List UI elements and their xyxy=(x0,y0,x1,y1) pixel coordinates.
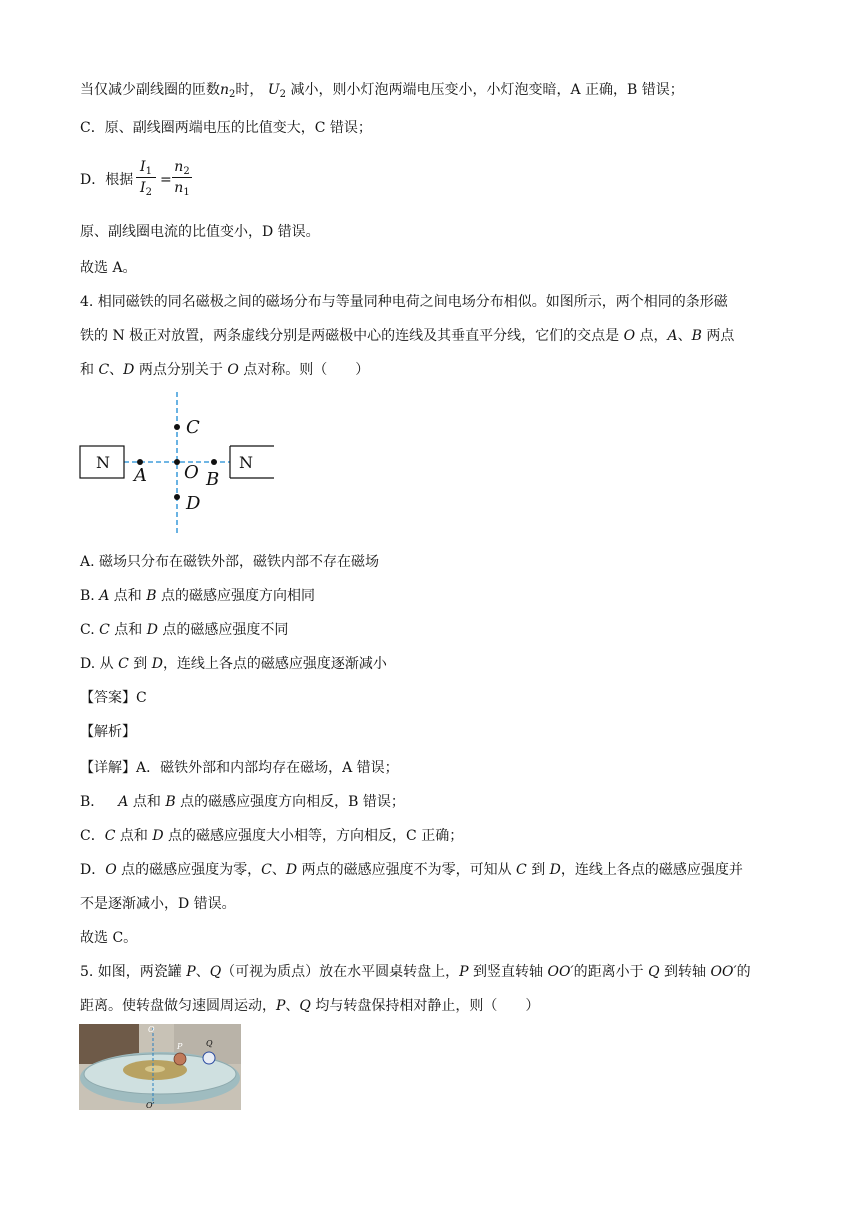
fraction-current xyxy=(136,158,156,197)
choose-line-q4: 故选 C。 xyxy=(80,930,138,946)
var-b: B xyxy=(146,588,157,604)
point-c xyxy=(174,424,180,430)
subscript: 2 xyxy=(183,166,190,177)
q4-stem-line2 xyxy=(80,326,734,346)
var-i: I xyxy=(140,159,146,175)
text-segment: 时， xyxy=(235,82,264,98)
text-segment: ，连线上各点的磁感应强度逐渐减小 xyxy=(162,656,387,672)
var-d: D xyxy=(549,862,561,878)
var-a: A xyxy=(99,588,110,604)
var-a: A xyxy=(118,794,129,810)
text-segment: 点的磁感应强度不同 xyxy=(157,622,289,638)
text-segment: B． xyxy=(80,794,105,810)
var-a: A xyxy=(667,328,678,344)
text-segment: ，连线上各点的磁感应强度并 xyxy=(560,862,743,878)
magnet-diagram xyxy=(76,390,280,540)
text-segment: 点和 xyxy=(109,622,147,638)
q4-option-d xyxy=(80,654,387,674)
text-segment: D．根据 xyxy=(80,172,134,188)
equals-sign: = xyxy=(160,172,172,188)
text-segment: 、 xyxy=(285,998,300,1014)
text-segment: 和 xyxy=(80,362,99,378)
text-segment: 5. 如图，两瓷罐 xyxy=(80,964,187,980)
var-axis: OO′ xyxy=(547,964,574,980)
text-segment: 到转轴 xyxy=(659,964,711,980)
answer-line: 【答案】C xyxy=(80,690,147,706)
text-segment: 两点分别关于 xyxy=(134,362,228,378)
label-c: C xyxy=(186,417,200,438)
text-segment: 当仅减少副线圈的匝数 xyxy=(80,82,220,98)
text-segment: 、 xyxy=(677,328,692,344)
var-d: D xyxy=(146,622,158,638)
var-o: O xyxy=(623,328,636,344)
var-c: C xyxy=(98,362,110,378)
text-segment: 的距离小于 xyxy=(573,964,649,980)
label-o-bottom: O′ xyxy=(146,1101,155,1110)
text-segment: 两点的磁感应强度不为零，可知从 xyxy=(297,862,517,878)
subscript: 2 xyxy=(145,187,152,198)
var-q: Q xyxy=(648,964,660,980)
var-c: C xyxy=(104,828,116,844)
text-segment: 点的磁感应强度为零， xyxy=(116,862,262,878)
turntable-photo xyxy=(79,1024,241,1110)
var-q: Q xyxy=(209,964,222,980)
text-segment: 点和 xyxy=(128,794,166,810)
var-o: O xyxy=(227,362,239,378)
text-segment: 、 xyxy=(109,362,124,378)
solution-line-d xyxy=(80,170,133,190)
var-p: P xyxy=(459,964,469,980)
text-segment: 到竖直转轴 xyxy=(468,964,548,980)
var-i: I xyxy=(140,180,146,196)
text-segment: 点和 xyxy=(115,828,153,844)
var-c: C xyxy=(516,862,527,878)
var-d: D xyxy=(151,656,163,672)
text-segment: 点的磁感应强度大小相等，方向相反，C 正确； xyxy=(163,828,464,844)
var-d: D xyxy=(285,862,298,878)
detail-line-a: 【详解】A．磁铁外部和内部均存在磁场，A 错误； xyxy=(80,760,399,776)
var-p: P xyxy=(276,998,286,1014)
var-d: D xyxy=(123,362,135,378)
var-n: n xyxy=(174,180,184,196)
subscript: 2 xyxy=(279,89,287,100)
point-d xyxy=(174,494,180,500)
hub-center xyxy=(145,1066,165,1073)
var-n: n xyxy=(174,159,184,175)
solution-line-a xyxy=(80,80,684,100)
fraction-turns xyxy=(172,158,192,197)
text-segment: 、 xyxy=(271,862,286,878)
var-axis: OO′ xyxy=(710,964,737,980)
solution-conclusion: 原、副线圈电流的比值变小，D 错误。 xyxy=(80,224,320,240)
label-b: B xyxy=(206,469,220,490)
jar-q xyxy=(203,1052,215,1064)
var-b: B xyxy=(165,794,176,810)
text-segment: 点， xyxy=(635,328,668,344)
point-b xyxy=(211,459,217,465)
q4-option-b xyxy=(80,586,315,606)
detail-line-b xyxy=(80,792,405,812)
text-segment: C． xyxy=(80,828,105,844)
point-o xyxy=(174,459,180,465)
var-c: C xyxy=(118,656,129,672)
text-segment: 距离。使转盘做匀速圆周运动， xyxy=(80,998,276,1014)
text-segment: 两点 xyxy=(701,328,735,344)
magnet-left-label: N xyxy=(96,453,110,472)
solution-line-c: C．原、副线圈两端电压的比值变大，C 错误； xyxy=(80,120,372,136)
var-b: B xyxy=(691,328,702,344)
q4-stem-line3 xyxy=(80,360,369,380)
label-a: A xyxy=(134,465,147,486)
text-segment: D. 从 xyxy=(80,656,119,672)
var-q: Q xyxy=(299,998,311,1014)
text-segment: （可视为质点）放在水平圆桌转盘上， xyxy=(221,964,460,980)
q5-stem-line1 xyxy=(80,962,751,982)
text-segment: 均与转盘保持相对静止，则（ ） xyxy=(310,998,540,1014)
label-p: P xyxy=(177,1042,183,1051)
label-o: O xyxy=(184,462,199,483)
text-segment: 的 xyxy=(736,964,751,980)
text-segment: 点的磁感应强度方向相同 xyxy=(156,588,315,604)
q4-stem-line1: 4. 相同磁铁的同名磁极之间的磁场分布与等量同种电荷之间电场分布相似。如图所示，两个相同的条形磁 xyxy=(80,294,728,310)
text-segment: 、 xyxy=(195,964,210,980)
var-u: U xyxy=(267,82,280,98)
detail-line-c xyxy=(80,826,463,846)
detail-line-d xyxy=(80,860,743,880)
var-o: O xyxy=(105,862,117,878)
choose-line: 故选 A。 xyxy=(80,260,137,276)
detail-line-d-cont: 不是逐渐减小，D 错误。 xyxy=(80,896,236,912)
var-c: C xyxy=(99,622,110,638)
subscript: 1 xyxy=(183,187,190,198)
label-q: Q xyxy=(206,1039,213,1048)
text-segment: 点和 xyxy=(109,588,147,604)
magnet-right-label: N xyxy=(239,453,253,472)
subscript: 1 xyxy=(145,166,152,177)
q4-option-c xyxy=(80,620,288,640)
analysis-heading: 【解析】 xyxy=(80,724,136,740)
text-segment: C. xyxy=(80,622,100,638)
text-segment: 到 xyxy=(128,656,152,672)
q5-stem-line2 xyxy=(80,996,539,1016)
label-d: D xyxy=(186,493,201,514)
q4-option-a: A. 磁场只分布在磁铁外部，磁铁内部不存在磁场 xyxy=(80,554,380,570)
text-segment: 到 xyxy=(526,862,550,878)
text-segment: 点的磁感应强度方向相反，B 错误； xyxy=(175,794,405,810)
text-segment: 铁的 N 极正对放置，两条虚线分别是两磁极中心的连线及其垂直平分线，它们的交点是 xyxy=(80,328,624,344)
text-segment: 点对称。则（ ） xyxy=(238,362,370,378)
var-c: C xyxy=(261,862,272,878)
text-segment: B. xyxy=(80,588,100,604)
var-d: D xyxy=(152,828,164,844)
text-segment: 减小，则小灯泡两端电压变小，小灯泡变暗，A 正确，B 错误； xyxy=(290,82,684,98)
jar-p xyxy=(174,1053,186,1065)
text-segment: D． xyxy=(80,862,106,878)
var-p: P xyxy=(186,964,196,980)
var-n: n xyxy=(220,82,230,98)
subscript: 2 xyxy=(229,89,236,100)
label-o-top: O xyxy=(148,1025,155,1034)
